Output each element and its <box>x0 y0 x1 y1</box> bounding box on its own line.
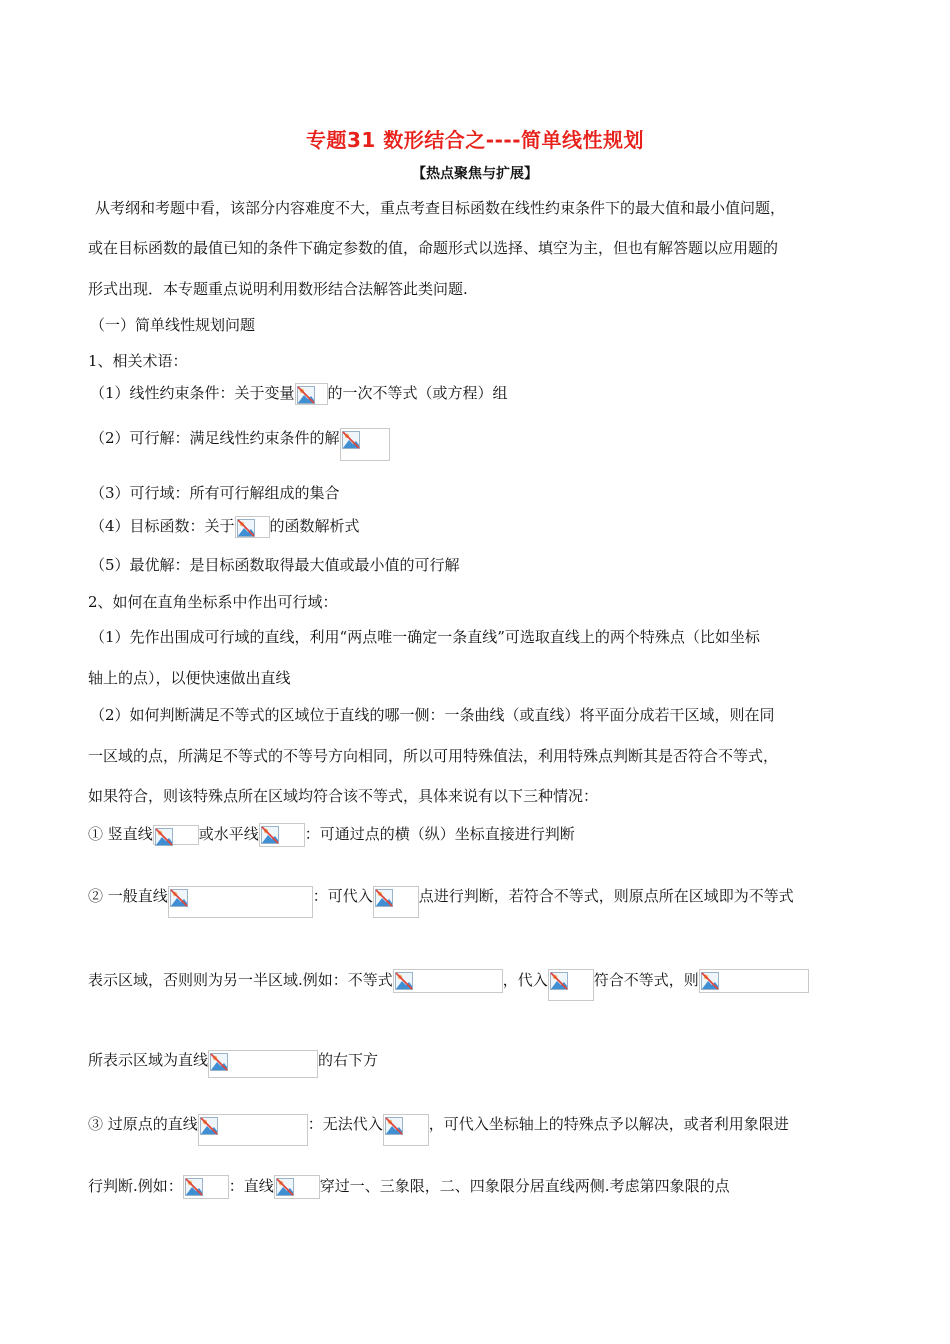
formula-image <box>183 1175 229 1199</box>
case-1-text-a: ① 竖直线 <box>88 825 153 843</box>
how-2-line-2: 一区域的点，所满足不等式的不等号方向相同，所以可用特殊值法，利用特殊点判断其是否符合不等式， <box>88 747 779 765</box>
broken-image-icon <box>701 972 719 990</box>
case-1-text-b: 或水平线 <box>198 825 259 843</box>
case-1-text-c: ：可通过点的横（纵）坐标直接进行判断 <box>304 825 575 843</box>
broken-image-icon <box>276 1178 294 1196</box>
how-1-line-1: （1）先作出围成可行域的直线，利用“两点唯一确定一条直线”可选取直线上的两个特殊点（比如坐标 <box>90 628 760 646</box>
intro-line-1: 从考纲和考题中看，该部分内容难度不大，重点考查目标函数在线性约束条件下的最大值和最小值问题， <box>95 199 786 217</box>
formula-image <box>208 1050 318 1078</box>
case-3-text-b: ：无法代入 <box>307 1115 383 1133</box>
formula-image <box>274 1175 320 1199</box>
broken-image-icon <box>342 431 360 449</box>
case-3-cont-text-a: 行判断.例如： <box>88 1177 183 1195</box>
case-2 <box>88 886 794 918</box>
case-2-text-a: ② 一般直线 <box>88 887 168 905</box>
case-2-cont-text-b: ，代入 <box>502 971 548 989</box>
case-2-continued <box>88 969 809 1001</box>
formula-image <box>373 886 419 918</box>
case-2-cont-text-a: 表示区域，否则则为另一半区域.例如：不等式 <box>88 971 393 989</box>
case-1 <box>88 823 575 847</box>
broken-image-icon <box>261 826 279 844</box>
intro-line-2: 或在目标函数的最值已知的条件下确定参数的值，命题形式以选择、填空为主，但也有解答题以应用题的 <box>88 239 779 257</box>
case-3-continued <box>88 1175 730 1199</box>
section-heading: （一）简单线性规划问题 <box>90 316 256 334</box>
broken-image-icon <box>375 889 393 907</box>
formula-image <box>699 969 809 993</box>
formula-image <box>168 886 313 918</box>
broken-image-icon <box>237 519 255 537</box>
term-3: （3）可行域：所有可行解组成的集合 <box>90 484 340 502</box>
how-2-line-3: 如果符合，则该特殊点所在区域均符合该不等式，具体来说有以下三种情况： <box>88 787 599 805</box>
term-1 <box>90 383 508 405</box>
case-3-text-c: ，可代入坐标轴上的特殊点予以解决，或者利用象限进 <box>428 1115 789 1133</box>
formula-image <box>393 969 503 993</box>
broken-image-icon <box>550 972 568 990</box>
broken-image-icon <box>185 1178 203 1196</box>
term-4-text-b: 的函数解析式 <box>269 517 360 535</box>
how-1-line-2: 轴上的点），以便快速做出直线 <box>88 669 291 687</box>
case-3 <box>88 1114 789 1146</box>
section-subtitle: 【热点聚焦与扩展】 <box>412 166 538 182</box>
broken-image-icon <box>385 1117 403 1135</box>
terms-heading: 1、相关术语： <box>88 352 188 370</box>
term-1-text-b: 的一次不等式（或方程）组 <box>327 384 508 402</box>
term-1-text-a: （1）线性约束条件：关于变量 <box>90 384 295 402</box>
term-5: （5）最优解：是目标函数取得最大值或最小值的可行解 <box>90 556 460 574</box>
case-3-text-a: ③ 过原点的直线 <box>88 1115 198 1133</box>
broken-image-icon <box>155 828 173 846</box>
broken-image-icon <box>200 1117 218 1135</box>
formula-image <box>259 823 305 847</box>
broken-image-icon <box>297 386 315 404</box>
case-3-cont-text-b: ：直线 <box>228 1177 274 1195</box>
formula-image <box>198 1114 308 1146</box>
term-2-text: （2）可行解：满足线性约束条件的解 <box>90 429 340 447</box>
formula-image <box>383 1114 429 1146</box>
case-2-end-text-b: 的右下方 <box>318 1051 379 1069</box>
broken-image-icon <box>210 1053 228 1071</box>
case-2-end-text-a: 所表示区域为直线 <box>88 1051 209 1069</box>
formula-image <box>548 969 594 1001</box>
term-2 <box>90 428 390 461</box>
case-3-cont-text-c: 穿过一、三象限，二、四象限分居直线两侧.考虑第四象限的点 <box>319 1177 730 1195</box>
how-heading: 2、如何在直角坐标系中作出可行域： <box>88 593 338 611</box>
formula-image <box>235 516 270 538</box>
intro-line-3: 形式出现．本专题重点说明利用数形结合法解答此类问题. <box>88 280 468 298</box>
case-2-text-c: 点进行判断，若符合不等式，则原点所在区域即为不等式 <box>418 887 794 905</box>
term-4-text-a: （4）目标函数：关于 <box>90 517 235 535</box>
broken-image-icon <box>170 889 188 907</box>
document-title: 专题31 数形结合之----简单线性规划 <box>306 128 644 152</box>
formula-image <box>153 825 199 845</box>
case-2-cont-text-c: 符合不等式，则 <box>593 971 699 989</box>
formula-image <box>340 428 390 461</box>
formula-image <box>295 383 328 405</box>
broken-image-icon <box>395 972 413 990</box>
term-4 <box>90 516 360 538</box>
how-2-line-1: （2）如何判断满足不等式的区域位于直线的哪一侧：一条曲线（或直线）将平面分成若干区域，则在同 <box>90 706 775 724</box>
case-2-text-b: ：可代入 <box>312 887 373 905</box>
case-2-end <box>88 1050 378 1078</box>
